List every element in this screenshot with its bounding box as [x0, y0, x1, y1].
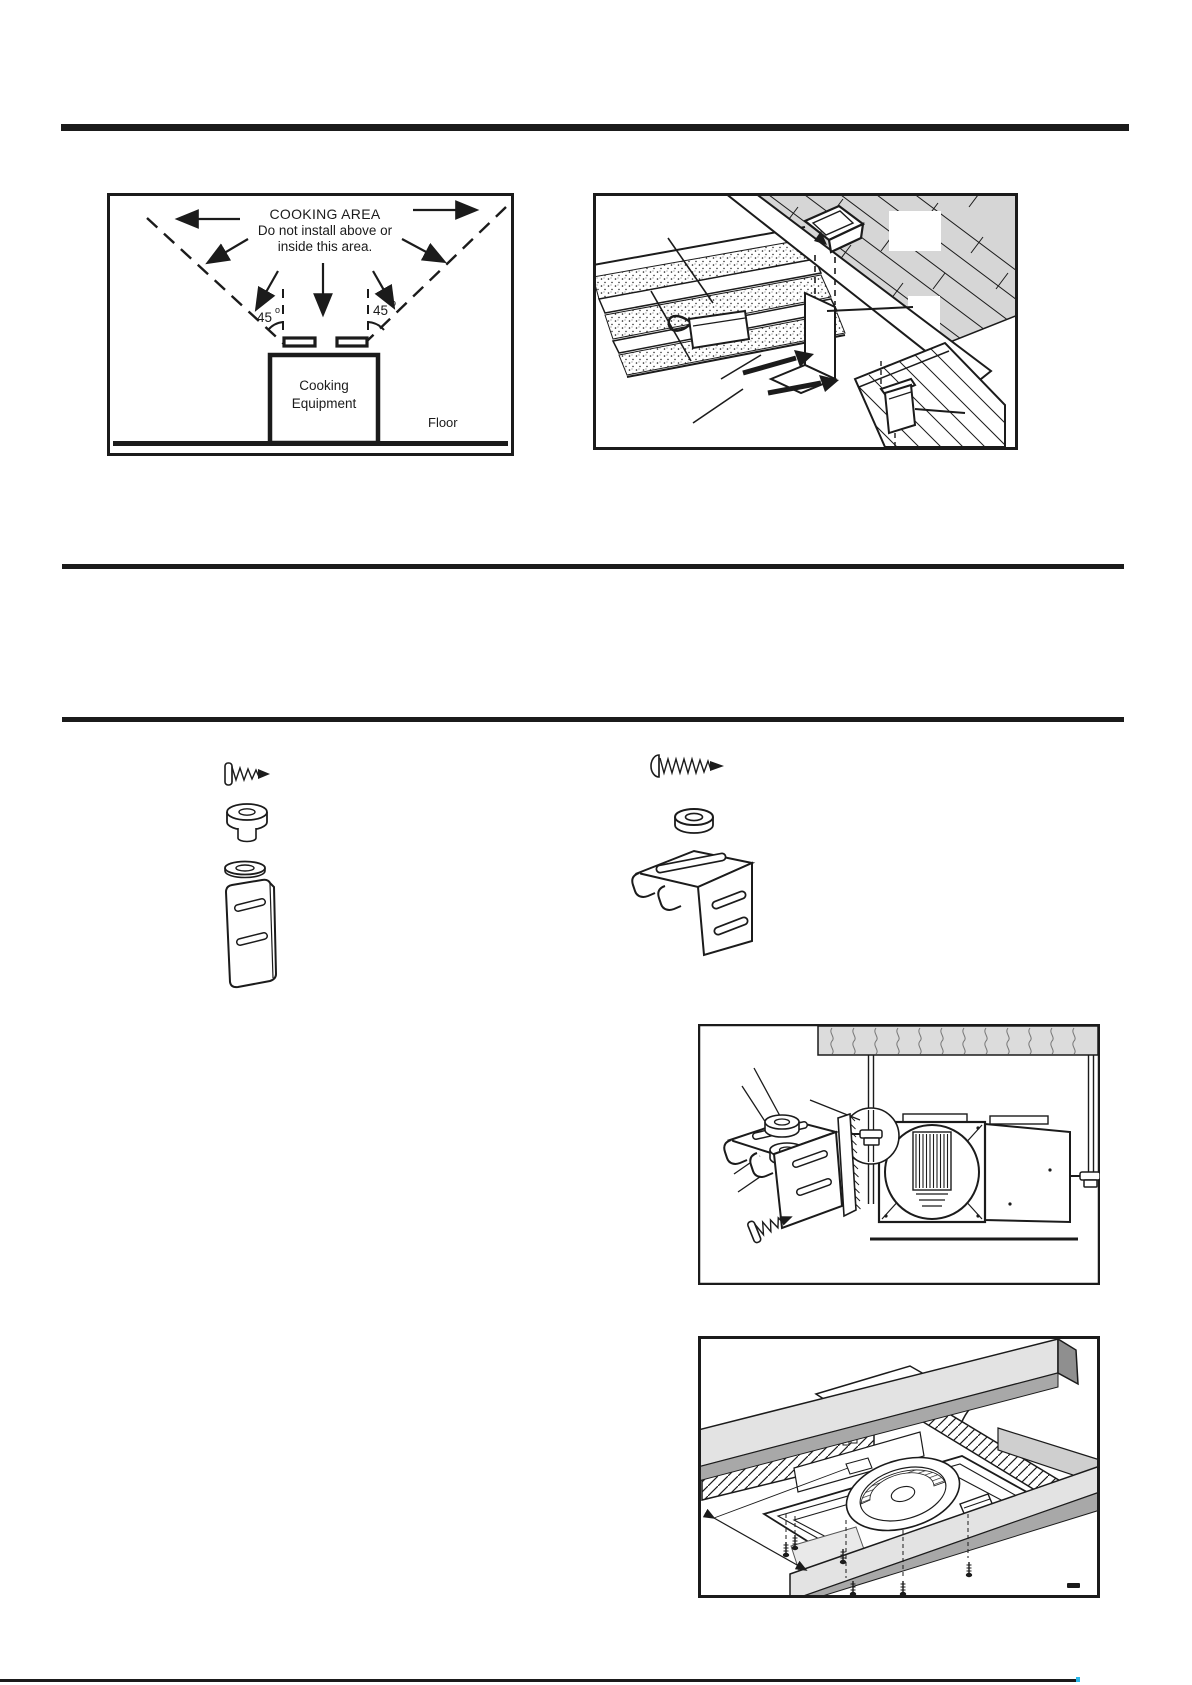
angle-label-left: 45	[257, 310, 273, 325]
scan-artifact-dot	[1076, 1677, 1080, 1682]
housing-between-joists-figure	[698, 1336, 1100, 1598]
thick-washer-icon	[675, 809, 713, 833]
short-screw-icon	[225, 763, 270, 785]
ceiling-joist	[818, 1026, 1098, 1055]
keyhole-spacer-icon	[765, 1115, 799, 1137]
equipment-label-1: Cooking	[299, 378, 349, 393]
keyhole-spacer-icon	[227, 804, 267, 842]
long-screw-icon	[651, 755, 724, 777]
logo-mark	[1067, 1583, 1080, 1588]
cooking-area-warning-1: Do not install above or	[257, 223, 393, 238]
cooking-area-warning-2: inside this area.	[277, 239, 373, 254]
bottom-page-rule	[0, 1679, 1078, 1682]
mid-section-rule-1	[62, 564, 1124, 569]
blank-label-patch	[889, 211, 941, 251]
angle-degree-left: o	[275, 305, 281, 315]
burner-icon	[337, 338, 367, 346]
burner-icon	[284, 338, 315, 346]
fan-housing	[870, 1114, 1078, 1239]
hardware-right-column	[630, 745, 760, 960]
angle-degree-right: o	[391, 298, 397, 308]
mounting-plate-icon	[226, 880, 276, 987]
cooking-area-figure	[107, 193, 514, 456]
roof-exhaust-figure	[593, 193, 1018, 450]
equipment-label-2: Equipment	[291, 396, 357, 411]
top-section-rule	[61, 124, 1129, 131]
floor-label: Floor	[428, 415, 458, 430]
cooking-area-title: COOKING AREA	[269, 206, 381, 222]
mid-section-rule-2	[62, 717, 1124, 722]
suspension-bracket-icon	[632, 851, 752, 955]
flat-washer-icon	[225, 862, 265, 878]
bracket-install-figure	[698, 1024, 1100, 1285]
hardware-left-column	[210, 750, 290, 995]
angle-label-right: 45	[373, 303, 389, 318]
